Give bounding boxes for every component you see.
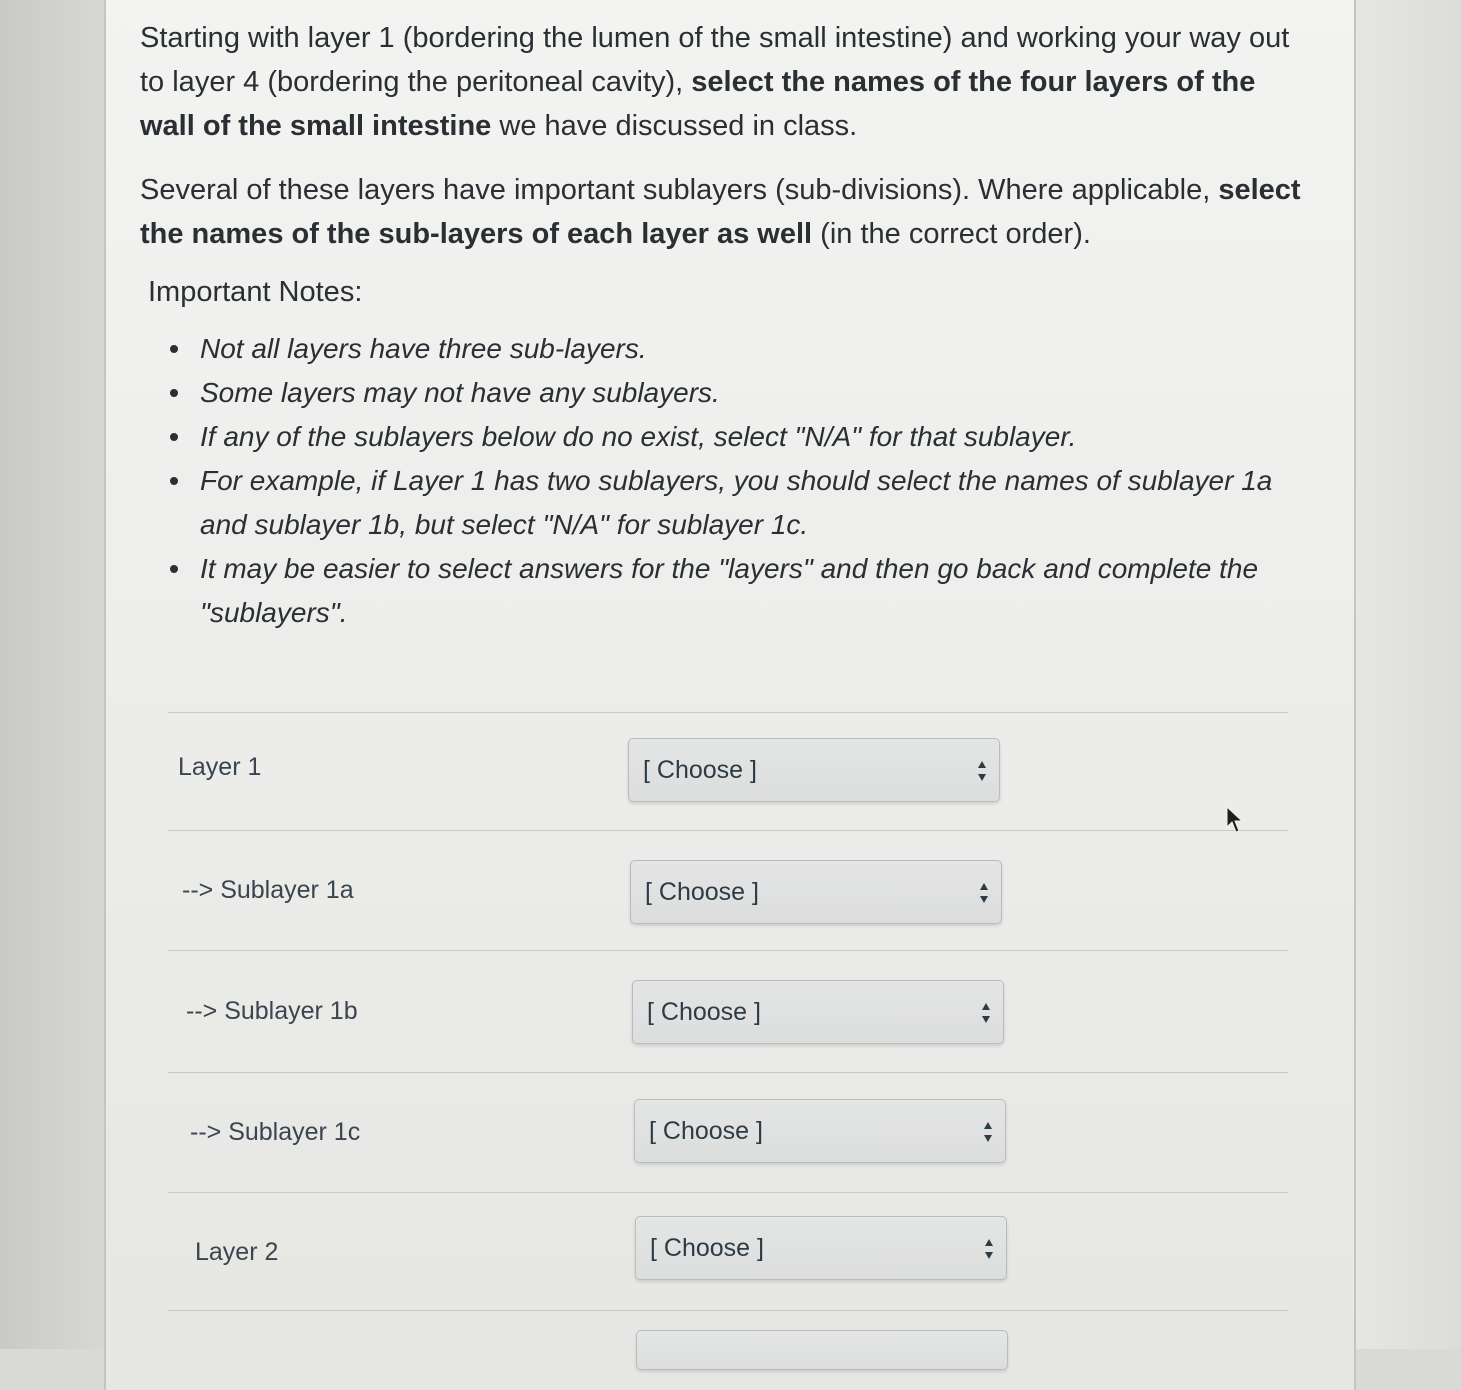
note-item: For example, if Layer 1 has two sublayers, you should select the names of sublayer 1a and sublayer 1b, but select "N/A" for sublayer 1c. [170,459,1310,547]
instructions-paragraph-1: Starting with layer 1 (bordering the lumen of the small intestine) and working your way out to layer 4 (bordering the peritoneal cavity), select the names of the four layers of the wall of the small intestine we have discussed in class. [140,22,1290,142]
select-arrows-icon [981,1000,991,1026]
row-divider [168,1192,1288,1193]
select-arrows-icon [983,1119,993,1145]
note-item: It may be easier to select answers for the "layers" and then go back and complete the "sublayers". [170,547,1310,635]
sublayer-1b-select[interactable] [632,980,1004,1044]
select-value: [ Choose ] [649,1117,763,1145]
instructions-paragraph-2: Several of these layers have important sublayers (sub-divisions). Where applicable, select the names of the sub-layers of each layer as well (in the correct order). [140,174,1301,250]
select-value: [ Choose ] [650,1234,764,1262]
layer-1-select[interactable] [628,738,1000,802]
note-item: Some layers may not have any sublayers. [170,371,1310,415]
page-background-right [1351,0,1461,1349]
notes-title: Important Notes: [148,276,363,308]
note-item: Not all layers have three sub-layers. [170,327,1310,371]
row-divider [168,830,1288,831]
notes-list [140,327,1310,635]
layer-2-sublayer-select-partial[interactable] [636,1330,1008,1370]
row-divider [168,1072,1288,1073]
row-divider [168,950,1288,951]
layer-2-select[interactable] [635,1216,1007,1280]
select-value: [ Choose ] [645,878,759,906]
note-item: If any of the sublayers below do no exist, select "N/A" for that sublayer. [170,415,1310,459]
select-value: [ Choose ] [647,998,761,1026]
mouse-pointer-icon [1226,806,1244,834]
question-text [140,16,1310,635]
sublayer-1c-label: --> Sublayer 1c [190,1118,361,1146]
sublayer-1c-select[interactable] [634,1099,1006,1163]
select-arrows-icon [984,1236,994,1262]
sublayer-1a-label: --> Sublayer 1a [182,876,354,904]
sublayer-1b-label: --> Sublayer 1b [186,997,358,1025]
select-arrows-icon [977,758,987,784]
layer-1-label: Layer 1 [178,753,262,781]
page-background-left [0,0,110,1349]
select-arrows-icon [979,880,989,906]
sublayer-1a-select[interactable] [630,860,1002,924]
layer-2-label: Layer 2 [195,1238,279,1266]
select-value: [ Choose ] [643,756,757,784]
row-divider [168,1310,1288,1311]
row-divider [168,712,1288,713]
